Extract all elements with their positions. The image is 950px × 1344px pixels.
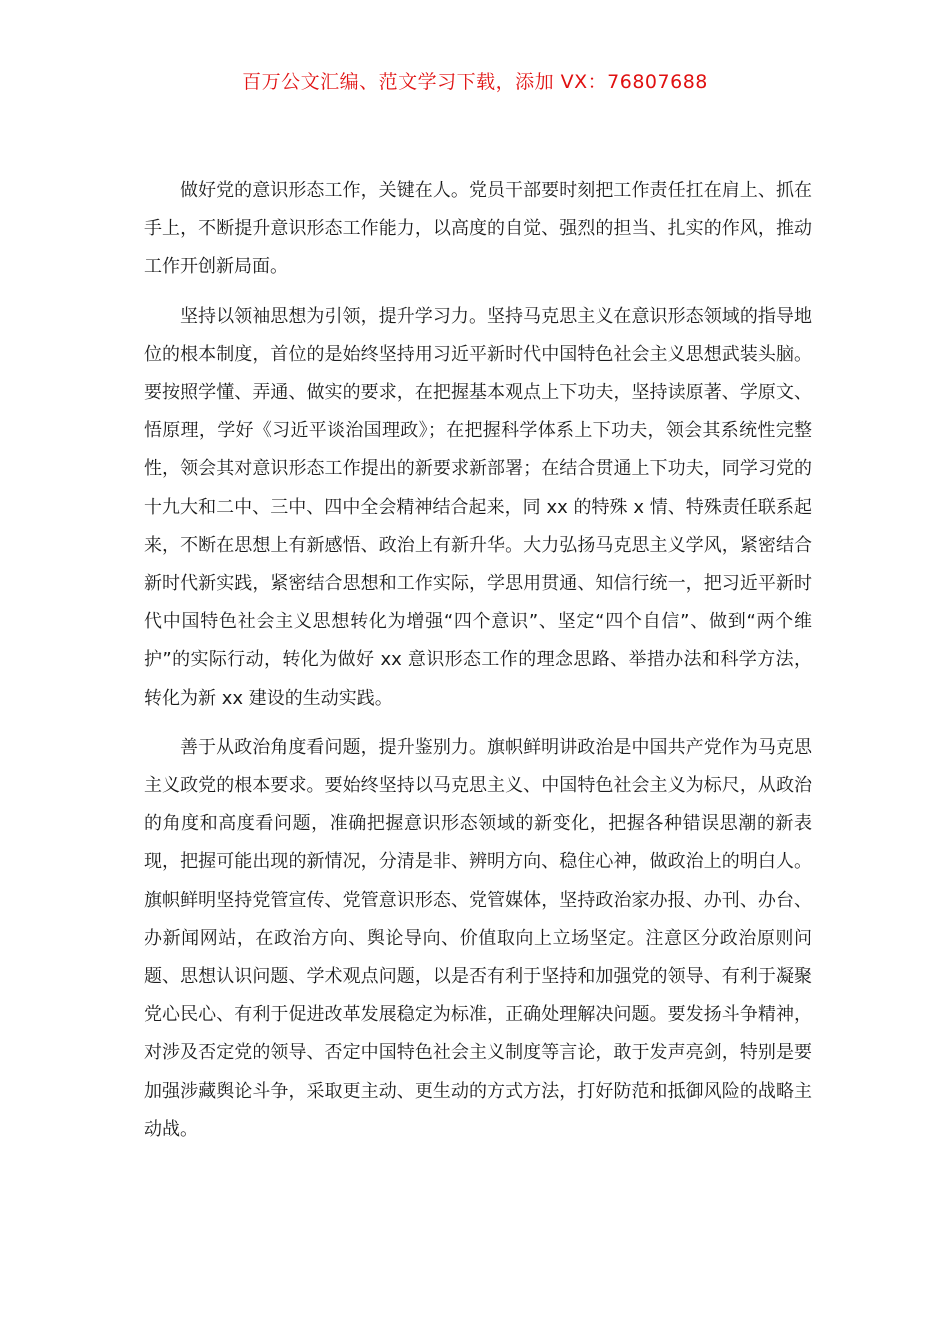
paragraph-intro: 做好党的意识形态工作，关键在人。党员干部要时刻把工作责任扛在肩上、抓在手上，不断提升意识形态工作能力，以高度的自觉、强烈的担当、扎实的作风，推动工作开创新局面。 <box>144 180 812 278</box>
document-body <box>144 172 812 1160</box>
paragraph-study: 坚持以领袖思想为引领，提升学习力。坚持马克思主义在意识形态领域的指导地位的根本制度，首位的是始终坚持用习近平新时代中国特色社会主义思想武装头脑。要按照学懂、弄通、做实的要求，在把握基本观点上下功夫，坚持读原著、学原文、悟原理，学好《习近平谈治国理政》；在把握科学体系上下功夫，领会其系统性完整性，领会其对意识形态工作提出的新要求新部署；在结合贯通上下功夫，同学习党的十九大和二中、三中、四中全会精神结合起来，同 xx 的特殊 x 情、特殊责任联系起来，不断在思想上有新感悟、政治上有新升华。大力弘扬马克思主义学风，紧密结合新时代新实践，紧密结合思想和工作实际，学思用贯通、知信行统一，把习近平新时代中国特色社会主义思想转化为增强“四个意识”、坚定“四个自信”、做到“两个维护”的实际行动，转化为做好 xx 意识形态工作的理念思路、举措办法和科学方法，转化为新 xx 建设的生动实践。 <box>144 305 812 709</box>
promo-banner: 百万公文汇编、范文学习下载，添加 VX：76807688 <box>242 71 708 93</box>
paragraph-politics: 善于从政治角度看问题，提升鉴别力。旗帜鲜明讲政治是中国共产党作为马克思主义政党的根本要求。要始终坚持以马克思主义、中国特色社会主义为标尺，从政治的角度和高度看问题，准确把握意识形态领域的新变化，把握各种错误思潮的新表现，把握可能出现的新情况，分清是非、辨明方向、稳住心神，做政治上的明白人。旗帜鲜明坚持党管宣传、党管意识形态、党管媒体，坚持政治家办报、办刊、办台、办新闻网站，在政治方向、舆论导向、价值取向上立场坚定。注意区分政治原则问题、思想认识问题、学术观点问题，以是否有利于坚持和加强党的领导、有利于凝聚党心民心、有利于促进改革发展稳定为标准，正确处理解决问题。要发扬斗争精神，对涉及否定党的领导、否定中国特色社会主义制度等言论，敢于发声亮剑，特别是要加强涉藏舆论斗争，采取更主动、更生动的方式方法，打好防范和抵御风险的战略主动战。 <box>144 736 812 1140</box>
